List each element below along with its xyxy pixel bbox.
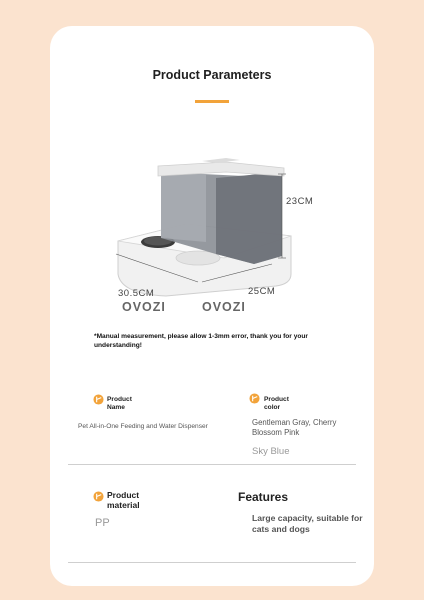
- product-color-icon: [249, 393, 260, 404]
- height-dimension: 23CM: [286, 196, 314, 207]
- divider: [68, 464, 356, 465]
- depth-dimension: 25CM: [248, 286, 276, 297]
- dimension-lines: [50, 26, 374, 326]
- product-name-value: Pet All-in-One Feeding and Water Dispenser: [78, 423, 208, 430]
- bottom-divider: [68, 562, 356, 563]
- product-material-value: PP: [95, 517, 110, 529]
- features-title: Features: [238, 490, 289, 504]
- page-title: Product Parameters: [152, 68, 272, 82]
- features-text: Large capacity, suitable for cats and dogs: [252, 513, 363, 534]
- product-material-label: Product material: [107, 490, 140, 510]
- measurement-note: *Manual measurement, please allow 1-3mm error, thank you for your understanding!: [94, 333, 308, 349]
- content-card: [50, 26, 374, 586]
- product-color-label: Product color: [264, 396, 289, 411]
- product-color-value-2: Sky Blue: [252, 446, 290, 457]
- brand-watermark-right: OVOZI: [202, 300, 246, 314]
- product-name-icon: [93, 394, 104, 405]
- product-name-label: Product Name: [107, 396, 132, 411]
- width-dimension: 30.5CM: [118, 288, 155, 299]
- product-color-value: Gentleman Gray, Cherry Blossom Pink: [252, 418, 337, 437]
- brand-watermark-left: OVOZI: [122, 300, 166, 314]
- product-material-icon: [93, 491, 104, 502]
